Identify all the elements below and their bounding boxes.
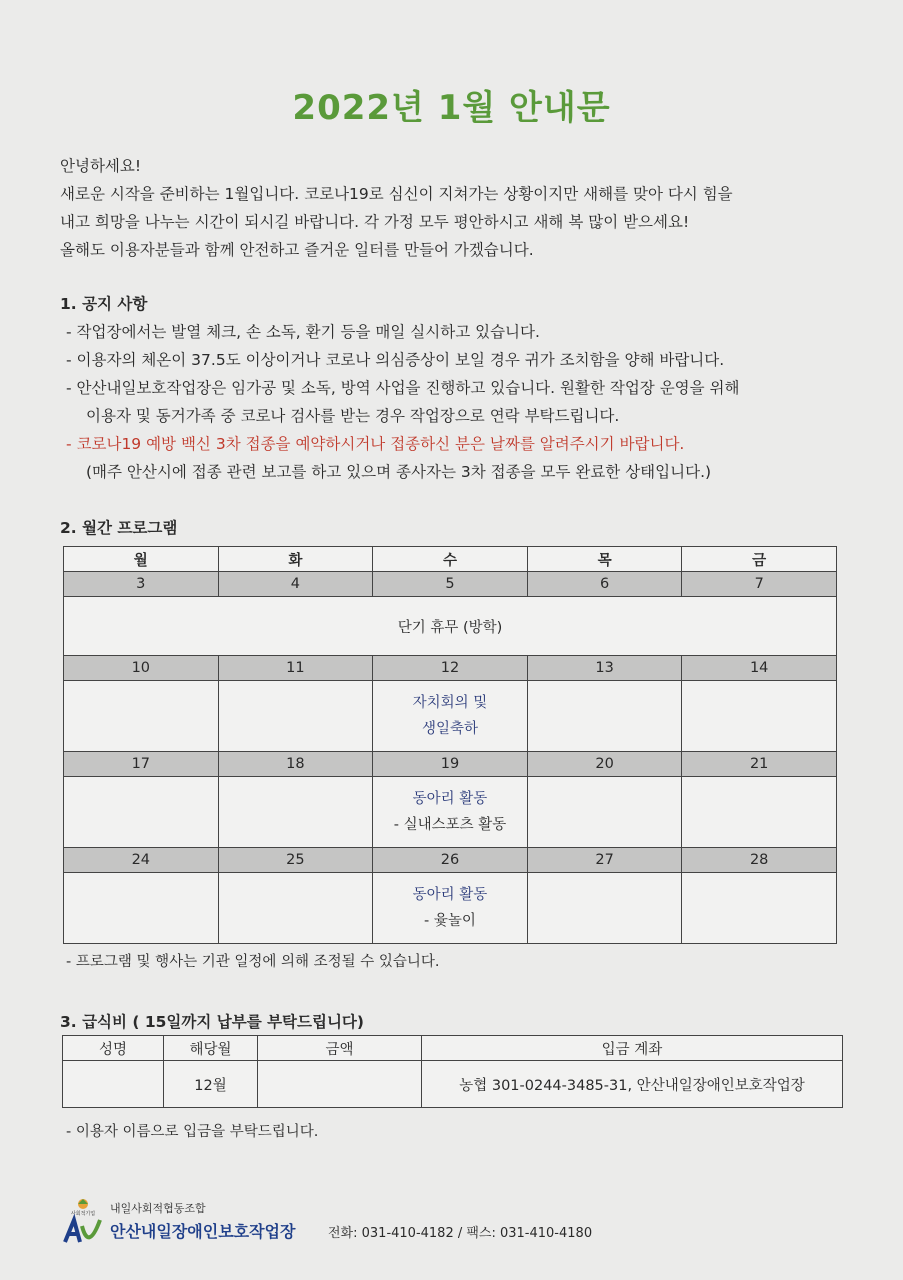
date-cell: 25 [218,848,373,873]
date-cell: 28 [682,848,837,873]
date-cell: 3 [64,572,219,597]
date-cell: 5 [373,572,528,597]
vacation-cell: 단기 휴무 (방학) [64,597,837,656]
date-cell: 17 [64,752,219,777]
date-cell: 27 [527,848,682,873]
date-cell: 19 [373,752,528,777]
notice-list [66,318,866,486]
program-note: - 프로그램 및 행사는 기관 일정에 의해 조정될 수 있습니다. [66,954,440,970]
fee-header: 금액 [258,1036,422,1061]
day-header: 목 [527,547,682,572]
date-cell: 14 [682,656,837,681]
date-cell: 13 [527,656,682,681]
event-cell [64,681,219,752]
program-calendar [63,546,837,944]
event-line: 자치회의 및 [412,695,488,711]
intro-line: 올해도 이용자분들과 함께 안전하고 즐거운 일터를 만들어 가겠습니다. [60,241,534,259]
event-cell [218,777,373,848]
day-header: 금 [682,547,837,572]
section-meal-title: 3. 급식비 ( 15일까지 납부를 부탁드립니다) [60,1013,364,1031]
event-cell [218,873,373,944]
date-cell: 26 [373,848,528,873]
event-cell [373,777,528,848]
date-cell: 12 [373,656,528,681]
intro-text [60,152,860,264]
meal-fee-table [62,1035,843,1108]
section-program-title: 2. 월간 프로그램 [60,519,178,537]
greeting: 안녕하세요! [60,157,142,175]
event-cell [682,873,837,944]
date-cell: 10 [64,656,219,681]
section-notice-title: 1. 공지 사항 [60,295,148,313]
fee-header: 입금 계좌 [422,1036,843,1061]
event-cell [527,777,682,848]
intro-line: 내고 희망을 나누는 시간이 되시길 바랍니다. 각 가정 모두 평안하시고 새해 복 많이 받으세요! [60,213,690,231]
date-cell: 7 [682,572,837,597]
logo-badge-text: 사회적기업 [70,1211,96,1217]
event-line: 생일축하 [421,721,478,737]
fee-amount-cell [258,1061,422,1108]
date-cell: 24 [64,848,219,873]
event-cell [682,777,837,848]
date-cell: 4 [218,572,373,597]
event-text [373,882,527,934]
notice-item-vaccine: - 코로나19 예방 백신 3차 접종을 예약하시거나 접종하신 분은 날짜를 알려주시기 바랍니다. [66,435,685,453]
notice-item: - 작업장에서는 발열 체크, 손 소독, 환기 등을 매일 실시하고 있습니다. [66,323,540,341]
event-cell [218,681,373,752]
event-cell [373,681,528,752]
page-title: 2022년 1월 안내문 [292,88,611,128]
date-cell: 18 [218,752,373,777]
event-cell [373,873,528,944]
date-cell: 20 [527,752,682,777]
event-cell [527,873,682,944]
fee-name-cell [63,1061,164,1108]
fee-account-cell: 농협 301-0244-3485-31, 안산내일장애인보호작업장 [422,1061,843,1108]
notice-item: - 안산내일보호작업장은 임가공 및 소독, 방역 사업을 진행하고 있습니다. 원활한 작업장 운영을 위해 [66,379,740,397]
date-cell: 21 [682,752,837,777]
event-line: 동아리 활동 [412,791,488,807]
event-text [373,786,527,838]
event-line: - 실내스포츠 활동 [393,817,507,833]
day-header: 수 [373,547,528,572]
org-contact: 전화: 031-410-4182 / 팩스: 031-410-4180 [328,1226,593,1241]
event-text [373,690,527,742]
fee-header: 성명 [63,1036,164,1061]
event-cell [64,777,219,848]
day-header: 화 [218,547,373,572]
org-logo-icon [62,1196,104,1246]
event-cell [64,873,219,944]
fee-header: 해당월 [164,1036,258,1061]
date-cell: 11 [218,656,373,681]
event-line: 동아리 활동 [412,887,488,903]
org-cooperative-name: 내일사회적협동조합 [110,1202,206,1215]
date-cell: 6 [527,572,682,597]
notice-item-note: (매주 안산시에 접종 관련 보고를 하고 있으며 종사자는 3차 접종을 모두 완료한 상태입니다.) [86,463,712,481]
event-cell [682,681,837,752]
fee-month-cell: 12월 [164,1061,258,1108]
notice-item: - 이용자의 체온이 37.5도 이상이거나 코로나 의심증상이 보일 경우 귀가 조치함을 양해 바랍니다. [66,351,725,369]
intro-line: 새로운 시작을 준비하는 1월입니다. 코로나19로 심신이 지쳐가는 상황이지만 새해를 맞아 다시 힘을 [60,185,733,203]
notice-item-continued: 이용자 및 동거가족 중 코로나 검사를 받는 경우 작업장으로 연락 부탁드립니다. [86,407,620,425]
meal-note: - 이용자 이름으로 입금을 부탁드립니다. [66,1124,319,1140]
event-line: - 윷놀이 [424,913,476,929]
event-cell [527,681,682,752]
day-header: 월 [64,547,219,572]
org-name: 안산내일장애인보호작업장 [110,1222,296,1241]
